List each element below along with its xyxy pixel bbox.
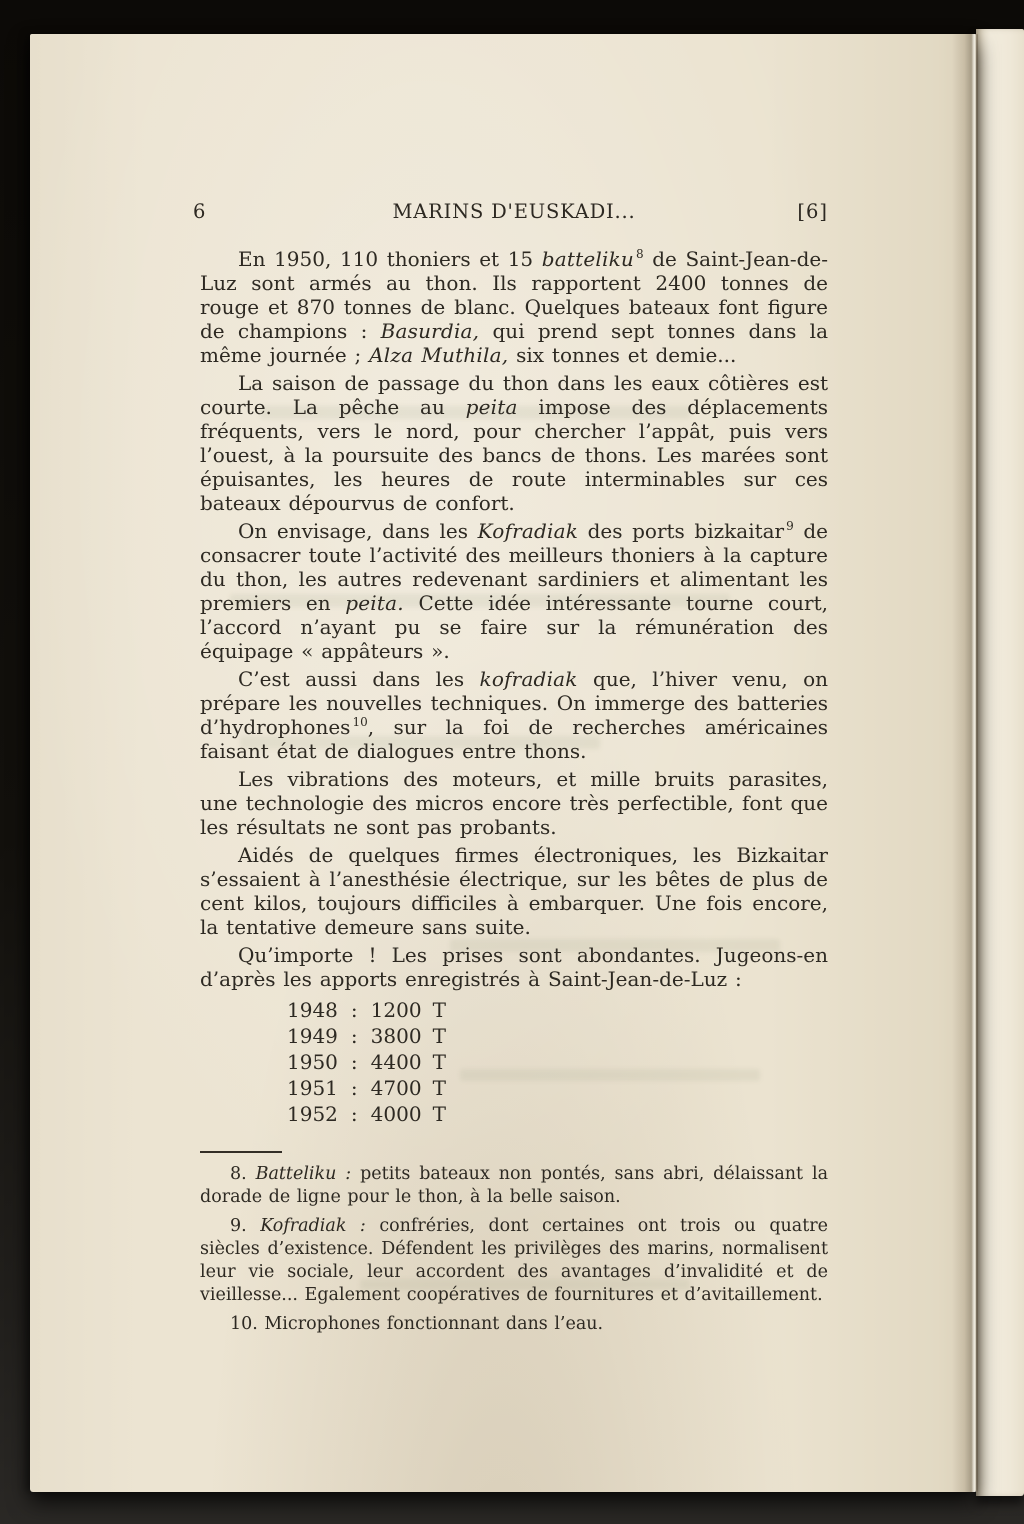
tonnage-list [287, 997, 828, 1127]
footnote: 8. Batteliku : petits bateaux non pontés, sans abri, délaissant la dorade de ligne pour le thon, à la belle saison. [200, 1164, 829, 1207]
tonnage-year: 1950 [287, 1050, 338, 1074]
paragraph: On envisage, dans les Kofradiak des ports bizkaitar $^9$ de consacrer toute l’activité des meilleurs thoniers à la capture du thon, les autres redevenant sardiniers et alimentant les premiers en peita. Cette idée intéressante tourne court, l’accord n’ayant pu se faire sur la rémunération des équipage « appâteurs ». [200, 519, 829, 663]
tonnage-year: 1949 [287, 1024, 338, 1048]
tonnage-row [287, 997, 828, 1023]
footnote-rule [200, 1151, 282, 1153]
paragraph: En 1950, 110 thoniers et 15 batteliku $^8$ de Saint-Jean-de-Luz sont armés au thon. Ils rapportent 2400 tonnes de rouge et 870 tonnes de blanc. Quelques bateaux font figure de champions : Basurdia, qui prend sept tonnes dans la même journée ; Alza Muthila, six tonnes et demie... [200, 247, 828, 367]
tonnage-separator: : [350, 1076, 358, 1100]
paragraph: Qu’importe ! Les prises sont abondantes. Jugeons-en d’après les apports enregistrés à Saint-Jean-de-Luz : [200, 943, 828, 991]
tonnage-unit: T [432, 1102, 446, 1126]
page-header [193, 200, 828, 224]
tonnage-value: 3800 [370, 1024, 422, 1048]
footnote: 9. Kofradiak : confréries, dont certaines ont trois ou quatre siècles d’existence. Défendent les privilèges des marins, normalisent leur vie sociale, leur accordent des avantages d’invalidité et de vieillesse... Egalement coopératives de fournitures et d’avitaillement. [200, 1216, 828, 1305]
tonnage-row [287, 1101, 828, 1127]
tonnage-separator: : [350, 1024, 358, 1048]
tonnage-year: 1952 [287, 1102, 338, 1126]
body-text [200, 247, 828, 1127]
tonnage-row [287, 1049, 828, 1075]
tonnage-year: 1951 [287, 1076, 338, 1100]
footnote: 10. Microphones fonctionnant dans l’eau. [230, 1314, 604, 1334]
paragraph: La saison de passage du thon dans les eaux côtières est courte. La pêche au peita impose des déplacements fréquents, vers le nord, pour chercher l’appât, puis vers l’ouest, à la poursuite des bancs de thons. Les marées sont épuisantes, les heures de route interminables sur ces bateaux dépourvus de confort. [200, 371, 828, 515]
page-number: 6 [193, 200, 206, 223]
book-page [30, 34, 976, 1492]
tonnage-value: 4700 [370, 1076, 422, 1100]
tonnage-row [287, 1075, 828, 1101]
running-title: MARINS D'EUSKADI... [392, 200, 636, 223]
footnotes [200, 1163, 828, 1342]
page-gutter-crease [952, 34, 978, 1492]
tonnage-separator: : [350, 998, 358, 1022]
paragraph: C’est aussi dans les kofradiak que, l’hiver venu, on prépare les nouvelles techniques. On immerge des batteries d’hydrophones $^{10}$, sur la foi de recherches américaines faisant état de dialogues entre thons. [200, 667, 828, 763]
bracket-page-number: [6] [797, 200, 828, 223]
tonnage-separator: : [350, 1102, 358, 1126]
paragraph: Les vibrations des moteurs, et mille bruits parasites, une technologie des micros encore très perfectible, font que les résultats ne sont pas probants. [200, 767, 828, 839]
tonnage-unit: T [432, 1050, 446, 1074]
tonnage-value: 4400 [370, 1050, 422, 1074]
paragraphs-container [200, 247, 828, 991]
tonnage-value: 1200 [370, 998, 422, 1022]
tonnage-unit: T [432, 1076, 446, 1100]
paragraph: Aidés de quelques firmes électroniques, les Bizkaitar s’essaient à l’anesthésie électrique, sur les bêtes de plus de cent kilos, toujours difficiles à embarquer. Une fois encore, la tentative demeure sans suite. [200, 843, 828, 939]
tonnage-separator: : [350, 1050, 358, 1074]
tonnage-year: 1948 [287, 998, 338, 1022]
tonnage-unit: T [432, 1024, 446, 1048]
tonnage-value: 4000 [370, 1102, 422, 1126]
next-page-edge [976, 29, 1024, 1496]
tonnage-row [287, 1023, 828, 1049]
tonnage-unit: T [432, 998, 446, 1022]
